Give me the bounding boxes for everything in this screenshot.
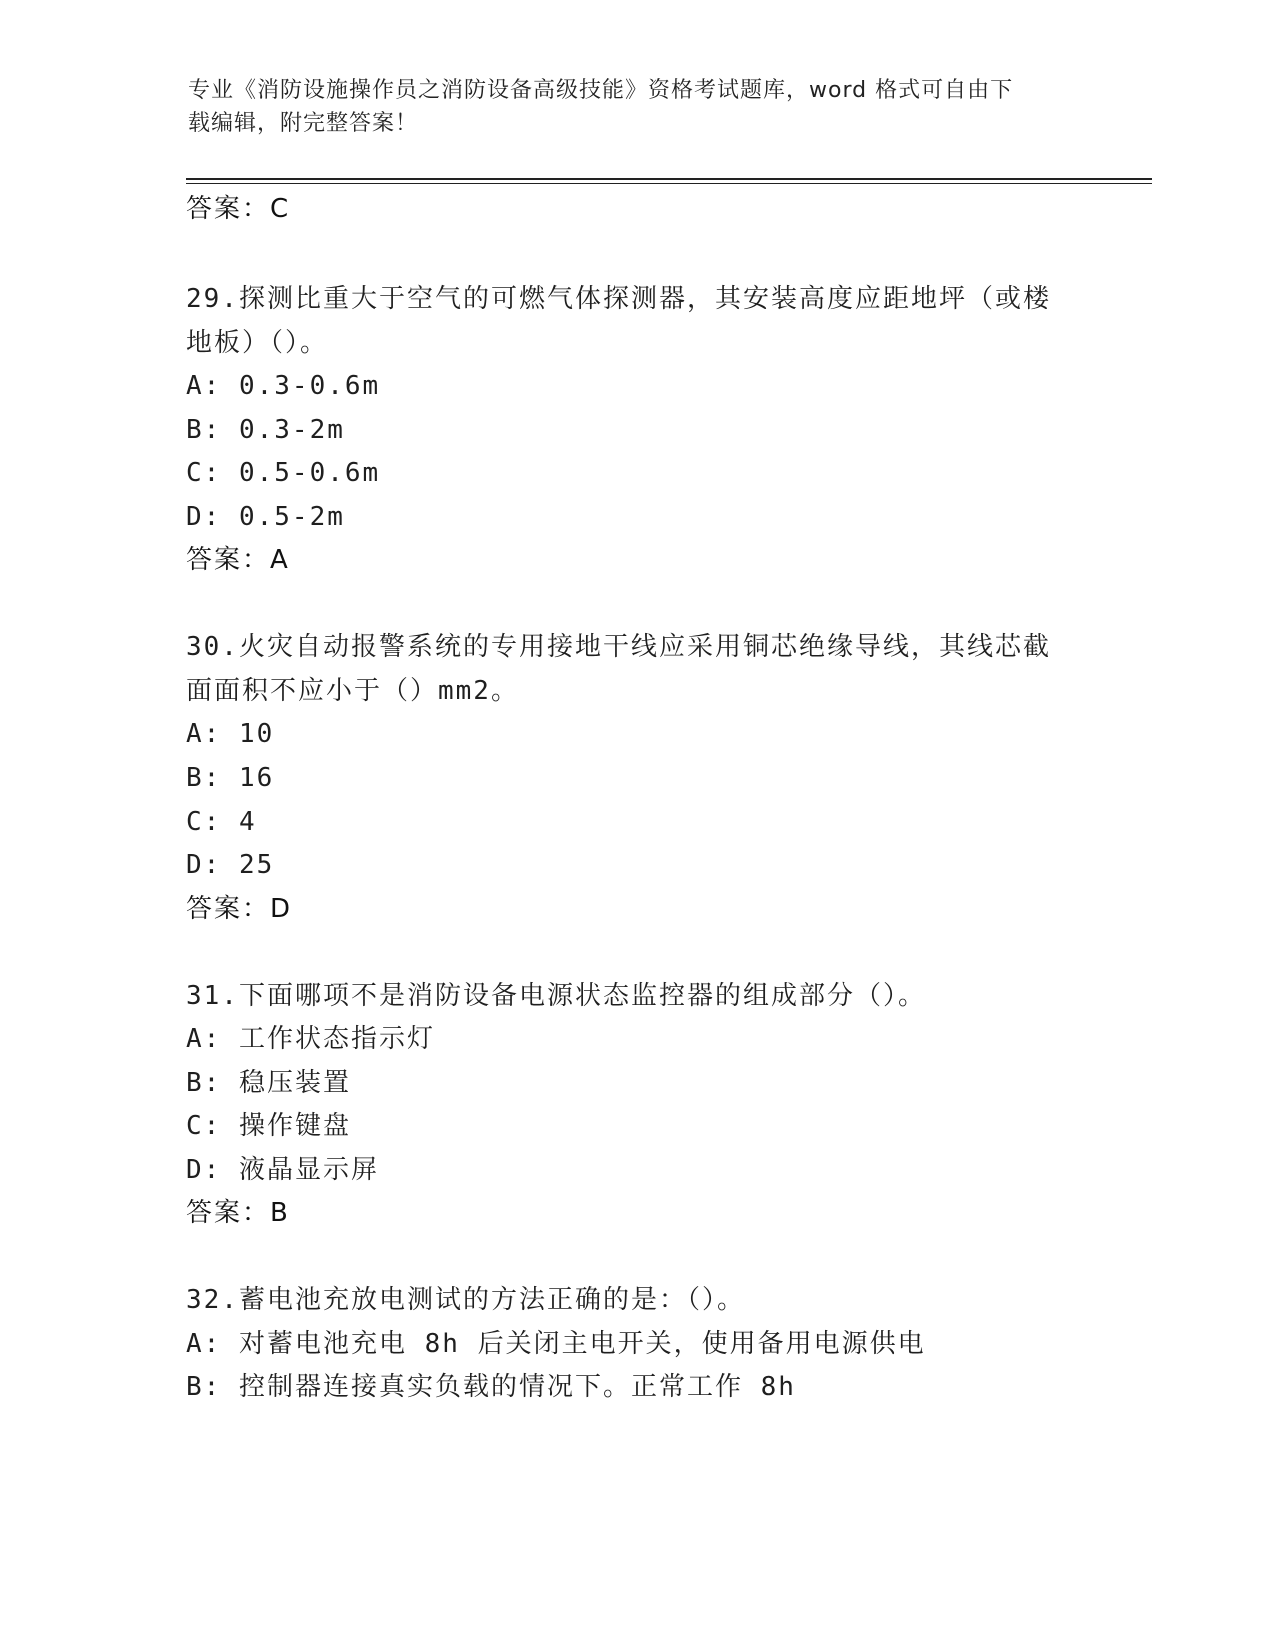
question-29-answer: 答案：A	[186, 545, 290, 575]
header-line-1: 专业《消防设施操作员之消防设备高级技能》资格考试题库，word 格式可自由下	[188, 78, 1014, 103]
question-30-option-c: C: 4	[186, 807, 257, 837]
header-divider-thin	[186, 183, 1152, 184]
question-31-option-b: B: 稳压装置	[186, 1068, 351, 1098]
question-30-answer: 答案：D	[186, 894, 293, 924]
question-30-stem-line-2: 面面积不应小于（）mm2。	[186, 676, 519, 706]
question-31-option-c: C: 操作键盘	[186, 1111, 351, 1141]
question-31-answer: 答案：B	[186, 1198, 290, 1228]
question-29-option-d: D: 0.5-2m	[186, 502, 345, 532]
question-30-option-d: D: 25	[186, 850, 275, 880]
question-29-option-c: C: 0.5-0.6m	[186, 458, 381, 488]
question-29-stem-line-1: 29.探测比重大于空气的可燃气体探测器，其安装高度应距地坪（或楼	[186, 284, 1051, 314]
question-29-stem-line-2: 地板）（）。	[186, 328, 329, 358]
question-32-option-a: A: 对蓄电池充电 8h 后关闭主电开关，使用备用电源供电	[186, 1329, 926, 1359]
question-30-stem-line-1: 30.火灾自动报警系统的专用接地干线应采用铜芯绝缘导线，其线芯截	[186, 632, 1051, 662]
question-29-option-a: A: 0.3-0.6m	[186, 371, 381, 401]
header-divider-thick	[186, 178, 1152, 180]
question-32-option-b: B: 控制器连接真实负载的情况下。正常工作 8h	[186, 1372, 796, 1402]
question-30-option-a: A: 10	[186, 719, 275, 749]
question-31-option-d: D: 液晶显示屏	[186, 1155, 379, 1185]
question-31-stem-line-1: 31.下面哪项不是消防设备电源状态监控器的组成部分（）。	[186, 981, 926, 1011]
question-31-option-a: A: 工作状态指示灯	[186, 1024, 435, 1054]
question-30-option-b: B: 16	[186, 763, 275, 793]
question-32-stem-line-1: 32.蓄电池充放电测试的方法正确的是：（）。	[186, 1285, 745, 1315]
question-29-option-b: B: 0.3-2m	[186, 415, 345, 445]
document-header	[188, 74, 1068, 140]
header-line-2: 载编辑，附完整答案！	[188, 111, 419, 136]
previous-answer: 答案：C	[186, 194, 291, 224]
